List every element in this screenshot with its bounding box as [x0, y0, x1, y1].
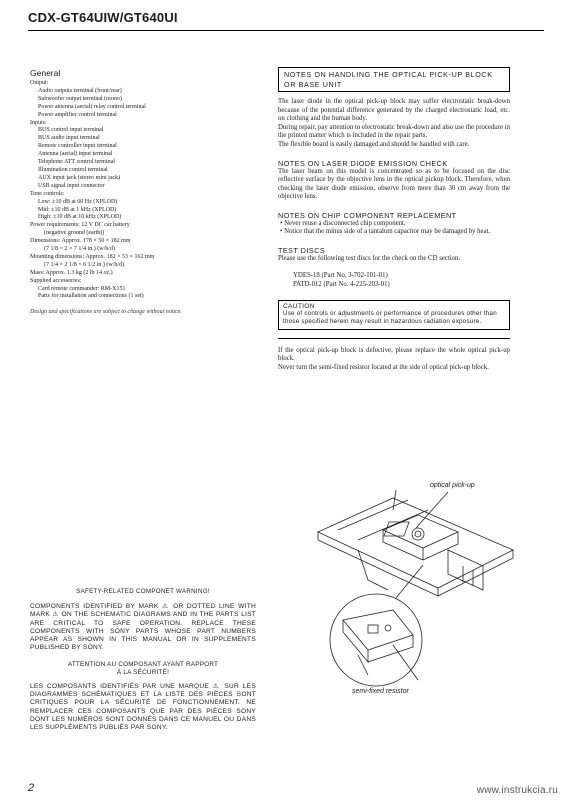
watermark: www.instrukcia.ru [476, 785, 558, 796]
spec-line: Mid: ±10 dB at 1 kHz (XPLOD) [38, 206, 117, 213]
caution-body: Use of controls or adjustments or performance of procedures other than those specified herein may result in hazardous radiation exposure. [283, 309, 497, 325]
safety-warning [30, 588, 256, 733]
safety-fr-body: LES COMPOSANTS IDENTIFIÉS PAR UNE MARQUE ⚠ SUR LES DIAGRAMMES SCHÉMATIQUES ET LA LISTE DES PIÈCES SONT CRITIQUES POUR LA SÉCURITÉ DE FONCTIONNEMENT. NE REMPLACER CES COMPOSANTS QUE PAR DES PIÈCES SONY DONT LES NUMÉROS SONT DONNÉS DANS CE MANUEL OU DANS LES SUPPLÉMENTS PUBLIÉS PAR SONY. [30, 682, 256, 732]
safety-fr-title-1: ATTENTION AU COMPOSANT AYANT RAPPORT [67, 660, 219, 668]
spec-line: High: ±10 dB at 10 kHz (XPLOD) [38, 214, 122, 221]
spec-line: Illumination control terminal [38, 166, 108, 173]
label-semi-fixed-resistor: semi-fixed resistor [352, 688, 409, 695]
pickup-p2: Never turn the semi-fixed resistor located at the side of optical pick-up block. [278, 363, 489, 371]
spec-line: Tone controls: [30, 190, 65, 197]
caution-box [278, 300, 510, 330]
general-title: General [30, 68, 61, 78]
test-heading: TEST DISCS [278, 245, 326, 255]
spec-line: BUS audio input terminal [38, 135, 100, 142]
spec-line: Antenna (aerial) input terminal [38, 151, 113, 158]
spec-line: USB signal input connector [38, 182, 105, 189]
optical-p2: During repair, pay attention to electrostatic break-down and also use the procedure in the printed matter which is included in the repair parts. [278, 123, 510, 140]
pickup-p1: If the optical pick-up block is defective, please replace the whole optical pick-up block. [278, 346, 510, 363]
laser-text: The laser beam on this model is concentrated so as to be focused on the disc reflective surface by the objective lens in the optical pickup block. Therefore, when checking the laser diode emission, observe from more than 30 cm away from the objective lens. [278, 167, 510, 201]
caution-title: CAUTION [283, 302, 315, 310]
safety-body: COMPONENTS IDENTIFIED BY MARK ⚠ OR DOTTED LINE WITH MARK ⚠ ON THE SCHEMATIC DIAGRAMS AND IN THE PARTS LIST ARE CRITICAL TO SAFE OPERATION. REPLACE THESE COMPONENTS WITH SONY PARTS WHOSE PART NUMBERS APPEAR AS SHOWN IN THIS MANUAL OR IN SUPPLEMENTS PUBLISHED BY SONY. [30, 603, 256, 652]
spec-line: Power requirements: 12 V DC car battery [30, 222, 130, 229]
spec-line: Remote controller input terminal [38, 143, 117, 150]
spec-line: Power amplifier control terminal [38, 111, 117, 118]
spec-line: AUX input jack (stereo mini jack) [38, 174, 121, 181]
spec-line: (7 1/4 × 2 1/8 × 6 1/2 in.) (w/h/d) [44, 261, 125, 268]
spec-line: Mounting dimensions: Approx. 182 × 53 × 162 mm [30, 253, 155, 260]
safety-title: SAFETY-RELATED COMPONET WARNING! [76, 588, 210, 595]
spec-line: Parts for installation and connections (1 set) [38, 293, 144, 300]
chip-bullet-1: • Never reuse a disconnected chip component. [280, 219, 406, 227]
spec-line: Audio outputs terminal (front/rear) [38, 87, 122, 94]
test-text: Please use the following test discs for the check on the CD section. [278, 254, 461, 262]
model-title: CDX-GT64UIW/GT640UI [28, 10, 178, 25]
spec-line: Telephone ATT control terminal [38, 159, 115, 166]
page-number: 2 [28, 782, 35, 794]
spec-line: Dimensions: Approx. 178 × 50 × 182 mm [30, 238, 131, 245]
optical-p3: The flexible board is easily damaged and should be handled with care. [278, 140, 470, 148]
general-specs [30, 68, 258, 316]
pickup-drawing [298, 470, 528, 700]
pickup-figure [298, 470, 528, 700]
spec-line: Mass: Approx. 1.3 kg (2 lb 14 oz.) [30, 269, 113, 276]
spec-line: Supplied accessories: [30, 277, 82, 284]
optical-p1: The laser diode in the optical pick-up block may suffer electrostatic break-down because of the potential difference generated by the charged electrostatic load, etc. on clothing and the human body. [278, 98, 510, 123]
spec-note: Design and specifications are subject to change without notice. [30, 309, 182, 316]
optical-heading: NOTES ON HANDLING THE OPTICAL PICK-UP BLOCK OR BASE UNIT [278, 67, 510, 92]
test-disc-1: YDES-18 (Part No. 3-702-101-01) [293, 272, 388, 280]
header-rule [28, 30, 544, 31]
spec-line: Output: [30, 80, 49, 86]
spec-line: BUS control input terminal [38, 127, 104, 134]
chip-heading: NOTES ON CHIP COMPONENT REPLACEMENT [278, 210, 457, 220]
spec-line: Low: ±10 dB at 60 Hz (XPLOD) [38, 198, 118, 205]
spec-line: (negative ground (earth)) [44, 230, 105, 237]
spec-line: Inputs: [30, 119, 47, 126]
spec-line: Card remote commander: RM-X151 [38, 285, 126, 292]
chip-bullet-2: • Notice that the minus side of a tantalum capacitor may be damaged by heat. [280, 228, 491, 236]
safety-fr-title-2: À LA SÉCURITÉ! [116, 668, 170, 676]
spec-line: Subwoofer output terminal (mono) [38, 95, 122, 102]
label-optical-pickup: optical pick-up [430, 482, 475, 489]
spec-line: (7 1/8 × 2 × 7 1/4 in.) (w/h/d) [44, 246, 115, 253]
notes-column [278, 67, 510, 372]
laser-heading: NOTES ON LASER DIODE EMISSION CHECK [278, 158, 448, 168]
spec-line: Power antenna (aerial) relay control terminal [38, 103, 146, 110]
test-disc-2: PATD-012 (Part No. 4-225-203-01) [293, 280, 390, 288]
spec-list [30, 80, 258, 301]
section-divider [278, 338, 510, 339]
safety-fr-title [30, 661, 256, 677]
